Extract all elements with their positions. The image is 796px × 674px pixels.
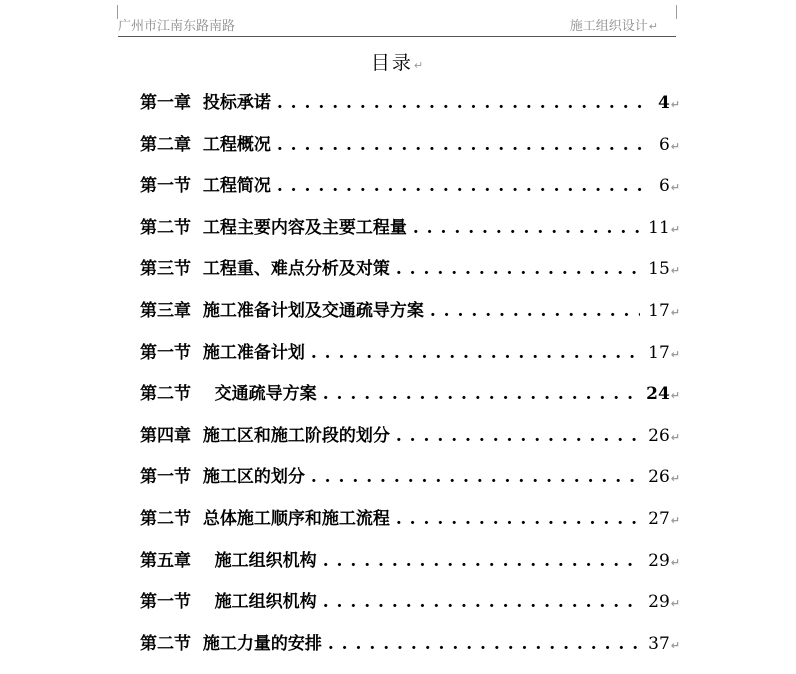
toc-entry[interactable] [140,587,680,629]
toc-entry[interactable] [140,130,680,172]
toc-entry-label: 第一节 工程简况 [140,176,271,197]
toc-entry-page-number: 4 [657,93,670,113]
toc-entry-label: 第二节 工程主要内容及主要工程量 [140,217,407,238]
toc-entry-label: 第二节 施工力量的安排 [140,633,322,654]
toc-entry-page-number: 6 [658,176,670,197]
toc-dot-leader [323,384,638,404]
toc-entry[interactable] [140,171,680,213]
toc-dot-leader [311,343,640,363]
toc-entry-page-number: 29 [648,592,670,613]
toc-entry-label: 第一节 施工准备计划 [140,342,305,363]
toc-dot-leader [277,176,651,196]
toc-entry-page-number: 17 [648,342,670,363]
return-mark-icon: ↵ [670,181,680,195]
toc-dot-leader [328,634,640,654]
toc-entry-label: 第五章 施工组织机构 [140,550,317,571]
header-left-label: 广州市江南东路南路 [118,19,236,34]
return-mark-icon: ↵ [670,555,680,569]
toc-entry[interactable] [140,421,680,463]
toc-dot-leader [396,509,640,529]
toc-entry-page-number: 26 [648,425,670,446]
page-title [0,48,796,75]
toc-entry-label: 第一节 施工组织机构 [140,592,317,613]
toc-dot-leader [396,259,640,279]
toc-entry[interactable] [140,88,680,130]
return-mark-icon: ↵ [648,20,658,33]
header-left-text [118,15,235,34]
return-mark-icon: ↵ [670,597,680,611]
toc-entry-page-number: 15 [648,259,670,280]
toc-entry-page-number: 37 [648,633,670,654]
toc-entry[interactable] [140,213,680,255]
toc-entry[interactable] [140,462,680,504]
toc-entry-label: 第三章 施工准备计划及交通疏导方案 [140,300,424,321]
header-right-text [570,15,658,34]
toc-dot-leader [396,426,640,446]
toc-entry-label: 第四章 施工区和施工阶段的划分 [140,425,390,446]
return-mark-icon: ↵ [670,638,680,652]
toc-entry-label: 第一节 施工区的划分 [140,467,305,488]
header-corner-mark-right [676,5,677,19]
toc-entry-label: 第一章 投标承诺 [140,93,271,113]
toc-entry[interactable] [140,504,680,546]
toc-entry[interactable] [140,546,680,588]
toc-dot-leader [311,467,640,487]
return-mark-icon: ↵ [670,389,680,403]
toc-entry[interactable] [140,338,680,380]
toc-entry-page-number: 27 [648,508,670,529]
toc-dot-leader [430,301,640,321]
toc-entry[interactable] [140,254,680,296]
toc-entry-label: 第三节 工程重、难点分析及对策 [140,259,390,280]
toc-entry[interactable] [140,296,680,338]
toc-entry-page-number: 26 [648,467,670,488]
toc-entry-page-number: 6 [658,134,670,155]
return-mark-icon: ↵ [670,264,680,278]
toc-dot-leader [413,218,640,238]
return-mark-icon: ↵ [670,430,680,444]
toc-entry[interactable] [140,379,680,421]
return-mark-icon: ↵ [670,139,680,153]
toc-dot-leader [323,551,640,571]
toc-dot-leader [277,135,651,155]
return-mark-icon: ↵ [670,305,680,319]
toc-entry-page-number: 11 [648,217,670,238]
header-right-label: 施工组织设计 [569,19,648,34]
toc-entry-label: 第二节 交通疏导方案 [140,384,317,405]
toc-dot-leader [323,592,640,612]
return-mark-icon: ↵ [670,98,680,111]
toc-entry-page-number: 17 [648,300,670,321]
toc-entry-page-number: 24 [646,384,670,405]
toc-dot-leader [277,93,650,113]
return-mark-icon: ↵ [670,222,680,236]
toc-entry-label: 第二章 工程概况 [140,134,271,155]
return-mark-icon: ↵ [413,59,426,72]
page-title-label: 目录 [370,52,413,74]
return-mark-icon: ↵ [670,513,680,527]
toc-entry-label: 第二节 总体施工顺序和施工流程 [140,508,390,529]
header-rule [118,36,676,37]
toc-entry-page-number: 29 [648,550,670,571]
return-mark-icon: ↵ [670,347,680,361]
table-of-contents [140,88,680,670]
return-mark-icon: ↵ [670,472,680,486]
toc-entry[interactable] [140,629,680,671]
